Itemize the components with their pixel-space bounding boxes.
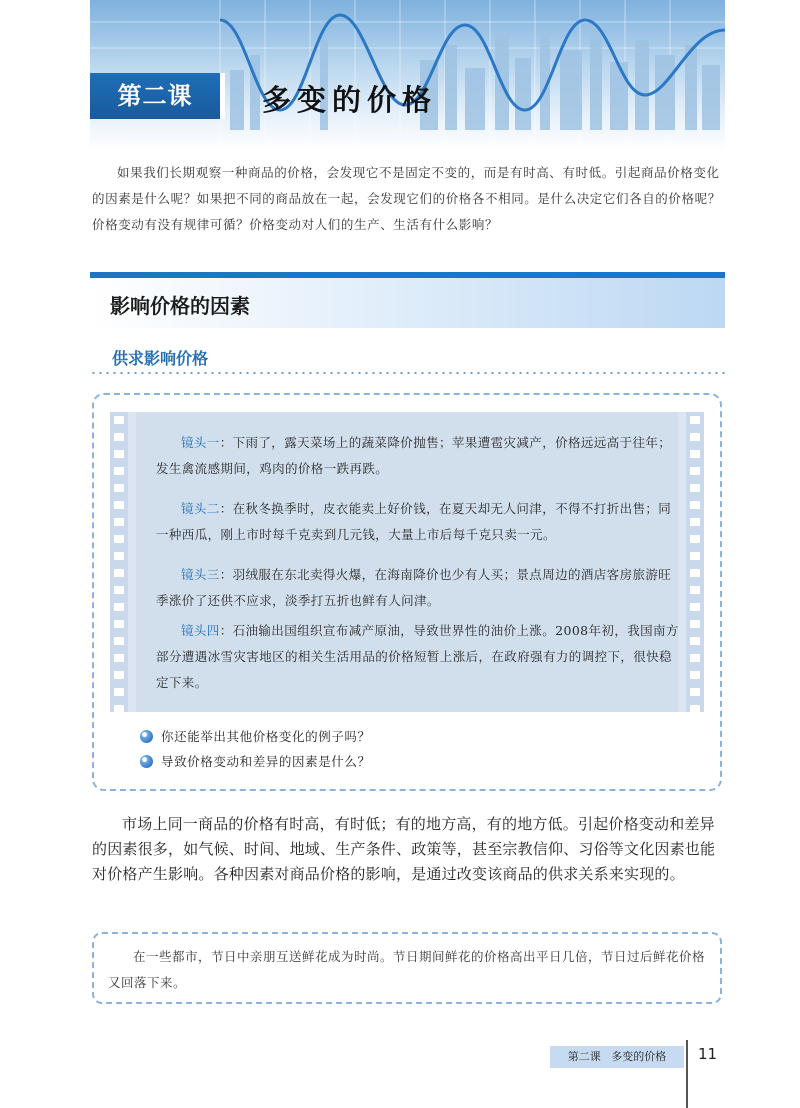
footer-lesson: 第二课 bbox=[567, 1050, 601, 1063]
scenario-label: 镜头三 bbox=[181, 567, 220, 582]
section-header bbox=[90, 272, 725, 328]
scenario-text: 在秋冬换季时，皮衣能卖上好价钱，在夏天却无人问津，不得不打折出售；同一种西瓜，刚上市时每千克卖到几元钱，大量上市后每千克只卖一元。 bbox=[156, 501, 672, 542]
scenario-label: 镜头二 bbox=[181, 501, 220, 516]
scenario-text: 羽绒服在东北卖得火爆，在海南降价也少有人买；景点周边的酒店客房旅游旺季涨价了还供不应求，淡季打五折也鲜有人问津。 bbox=[156, 567, 672, 608]
intro-paragraph: 如果我们长期观察一种商品的价格，会发现它不是固定不变的，而是有时高、有时低。引起商品价格变化的因素是什么呢？如果把不同的商品放在一起，会发现它们的价格各不相同。是什么决定它们各自的价格呢？价格变动有没有规律可循？价格变动对人们的生产、生活有什么影响？ bbox=[92, 165, 721, 232]
scenario-item: 镜头一：下雨了，露天菜场上的蔬菜降价抛售；苹果遭雹灾减产，价格远远高于往年；发生禽流感期间，鸡肉的价格一跌再跌。 bbox=[156, 435, 672, 476]
bullet-icon bbox=[140, 730, 153, 743]
film-panel bbox=[110, 412, 704, 712]
body-paragraph: 市场上同一商品的价格有时高，有时低；有的地方高，有的地方低。引起价格变动和差异的因素很多，如气候、时间、地域、生产条件、政策等，甚至宗教信仰、习俗等文化因素也能对价格产生影响。各种因素对商品价格的影响，是通过改变该商品的供求关系来实现的。 bbox=[92, 815, 716, 883]
film-content bbox=[136, 412, 678, 712]
question-item bbox=[140, 752, 371, 770]
scenario-item: 镜头二：在秋冬换季时，皮衣能卖上好价钱，在夏天却无人问津，不得不打折出售；同一种西瓜，刚上市时每千克卖到几元钱，大量上市后每千克只卖一元。 bbox=[156, 501, 672, 542]
scenario-text: 石油输出国组织宣布减产原油，导致世界性的油价上涨。2008年初，我国南方部分遭遇冰雪灾害地区的相关生活用品的价格短暂上涨后，在政府强有力的调控下，很快稳定下来。 bbox=[156, 623, 679, 690]
scenario-label: 镜头一 bbox=[181, 435, 220, 450]
dotted-divider bbox=[90, 372, 725, 374]
section-title: 影响价格的因素 bbox=[110, 294, 250, 318]
note-text: 在一些都市，节日中亲朋互送鲜花成为时尚。节日期间鲜花的价格高出平日几倍，节日过后鲜花价格又回落下来。 bbox=[108, 949, 706, 990]
lesson-title: 多变的价格 bbox=[262, 83, 438, 117]
film-strip-left bbox=[110, 412, 128, 712]
film-strip-right bbox=[686, 412, 704, 712]
footer-divider bbox=[686, 1040, 688, 1108]
lesson-number-tab: 第二课 bbox=[90, 73, 225, 119]
scenario-item: 镜头四：石油输出国组织宣布减产原油，导致世界性的油价上涨。2008年初，我国南方部分遭遇冰雪灾害地区的相关生活用品的价格短暂上涨后，在政府强有力的调控下，很快稳定下来。 bbox=[156, 623, 679, 690]
scenario-item: 镜头三：羽绒服在东北卖得火爆，在海南降价也少有人买；景点周边的酒店客房旅游旺季涨价了还供不应求，淡季打五折也鲜有人问津。 bbox=[156, 567, 672, 608]
page-number: 11 bbox=[698, 1045, 718, 1063]
scenario-label: 镜头四 bbox=[181, 623, 220, 638]
question-text: 导致价格变动和差异的因素是什么？ bbox=[161, 754, 371, 769]
footer-title: 多变的价格 bbox=[611, 1050, 667, 1063]
question-item bbox=[140, 727, 371, 745]
bullet-icon bbox=[140, 755, 153, 768]
scenario-text: 下雨了，露天菜场上的蔬菜降价抛售；苹果遭雹灾减产，价格远远高于往年；发生禽流感期间，鸡肉的价格一跌再跌。 bbox=[156, 435, 672, 476]
footer-lesson-tag bbox=[550, 1046, 684, 1068]
question-text: 你还能举出其他价格变化的例子吗？ bbox=[161, 729, 371, 744]
sub-heading: 供求影响价格 bbox=[112, 349, 209, 368]
